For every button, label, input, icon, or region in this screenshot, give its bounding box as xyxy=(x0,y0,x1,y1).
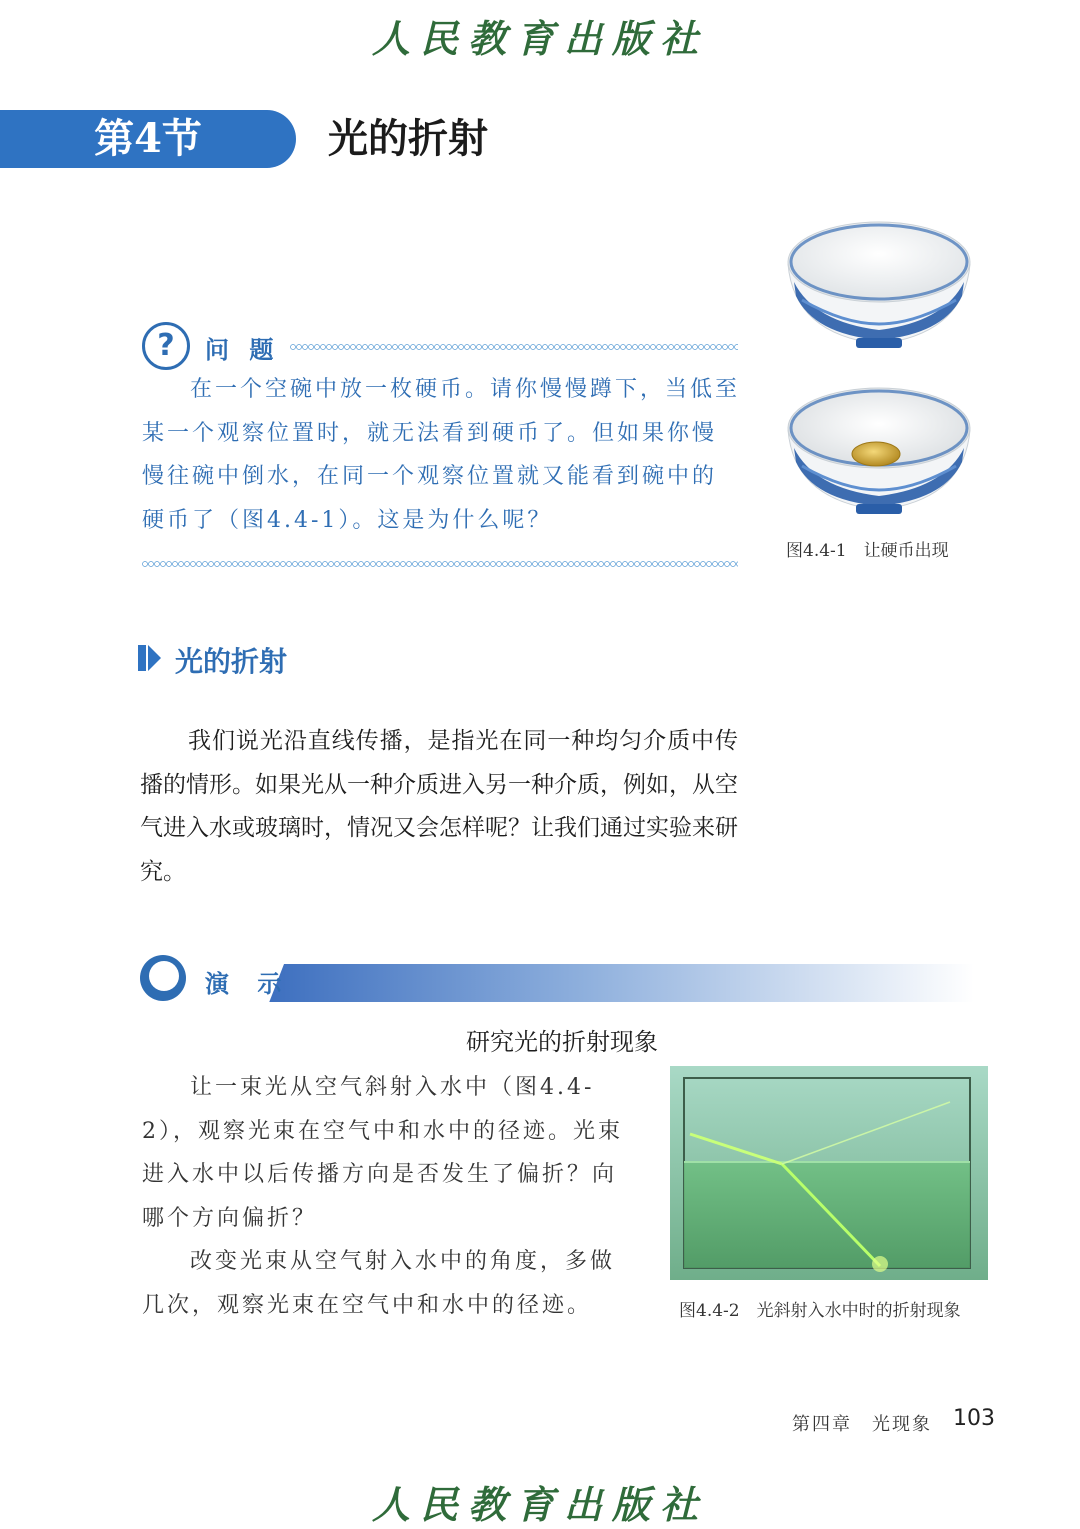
section-title: 光的折射 xyxy=(328,116,488,162)
body-paragraph: 我们说光沿直线传播，是指光在同一种均匀介质中传播的情形。如果光从一种介质进入另一种介质，例如，从空气进入水或玻璃时，情况又会怎样呢？让我们通过实验来研究。 xyxy=(140,728,738,885)
demo-label: 演 示 xyxy=(205,970,292,998)
publisher-watermark-bottom: 人民教育出版社 xyxy=(371,1482,708,1527)
subsection-title: 光的折射 xyxy=(175,645,288,678)
question-label: 问 题 xyxy=(205,336,280,364)
figure-4-4-2-caption: 图4.4-2 光斜射入水中时的折射现象 xyxy=(679,1301,961,1321)
question-divider-top xyxy=(290,344,738,350)
question-divider-bottom xyxy=(142,561,738,567)
footer-chapter: 第四章 光现象 xyxy=(792,1414,932,1435)
question-text: 在一个空碗中放一枚硬币。请你慢慢蹲下，当低至某一个观察位置时，就无法看到硬币了。但如果你慢慢往碗中倒水，在同一个观察位置就又能看到碗中的硬币了（图4.4-1）。这是为什么呢？ xyxy=(142,377,741,533)
demo-paragraph-2: 改变光束从空气射入水中的角度，多做几次，观察光束在空气中和水中的径迹。 xyxy=(142,1249,616,1318)
page-number: 103 xyxy=(953,1406,995,1431)
question-mark-icon: ? xyxy=(142,322,190,370)
publisher-watermark-top: 人民教育出版社 xyxy=(371,16,708,61)
section-number: 第4节 xyxy=(94,115,202,162)
figure-4-4-1-caption: 图4.4-1 让硬币出现 xyxy=(786,541,949,561)
bowl-with-coin-image xyxy=(784,378,974,518)
demo-paragraph-1: 让一束光从空气斜射入水中（图4.4-2），观察光束在空气中和水中的径迹。光束进入水中以后传播方向是否发生了偏折？向哪个方向偏折？ xyxy=(142,1075,623,1231)
demo-subtitle: 研究光的折射现象 xyxy=(466,1028,658,1056)
demo-text-block xyxy=(142,1066,636,1327)
refraction-tank-image xyxy=(670,1066,988,1280)
subsection-marker-bar xyxy=(138,645,146,671)
subsection-marker-arrow-icon xyxy=(148,645,161,671)
empty-bowl-image xyxy=(784,212,974,352)
magnifier-icon-lens xyxy=(149,961,179,991)
demo-header-band xyxy=(268,964,974,1002)
